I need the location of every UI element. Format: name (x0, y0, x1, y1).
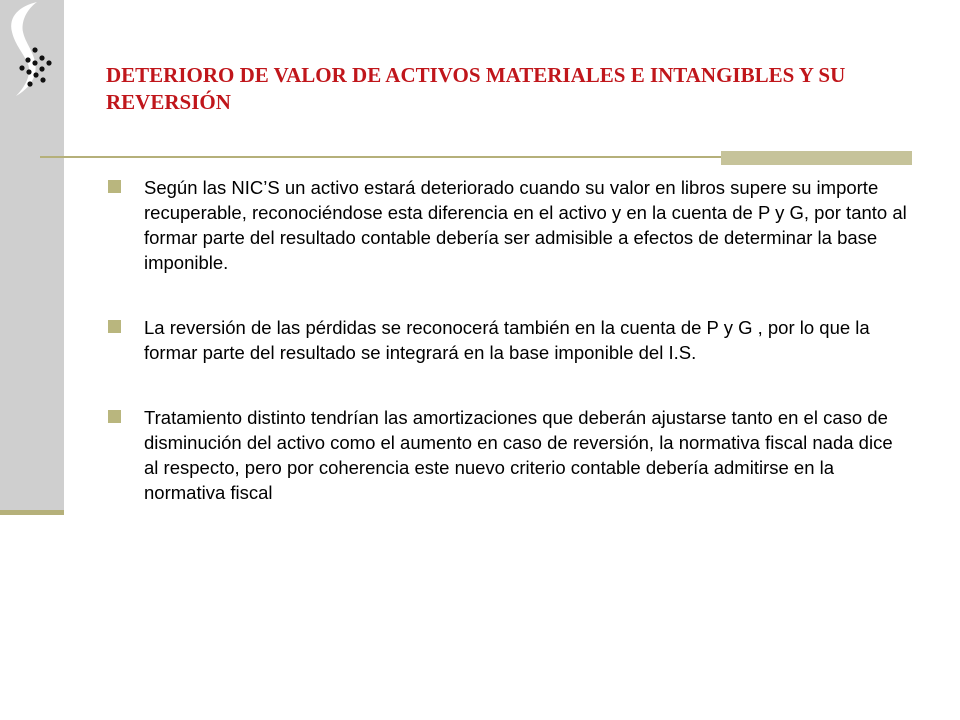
square-bullet-icon (108, 180, 121, 193)
bullet-text: La reversión de las pérdidas se reconocerá también en la cuenta de P y G , por lo que la formar parte del resultado se integrará en la base imponible del I.S. (144, 317, 870, 363)
bullet-text: Tratamiento distinto tendrían las amortizaciones que deberán ajustarse tanto en el caso de disminución del activo como el aumento en caso de reversión, la normativa fiscal nada dice al respecto, pero por coherencia este nuevo criterio contable debería admitirse en la normativa fiscal (144, 407, 893, 503)
left-bar-base-line (0, 510, 64, 515)
bullet-item (108, 175, 908, 275)
bullet-text: Según las NIC’S un activo estará deteriorado cuando su valor en libros supere su importe recuperable, reconociéndose esta diferencia en el activo y en la cuenta de P y G, por tanto al formar parte del resultado contable debería ser admisible a efectos de determinar la base imponible. (144, 177, 907, 273)
bullet-list (108, 175, 908, 505)
bullet-item (108, 405, 908, 505)
square-bullet-icon (108, 320, 121, 333)
stylized-s-dotted-logo-icon (0, 0, 64, 100)
square-bullet-icon (108, 410, 121, 423)
title-divider-accent (721, 151, 912, 165)
bullet-item (108, 315, 908, 365)
slide-title: DETERIORO DE VALOR DE ACTIVOS MATERIALES E INTANGIBLES Y SU REVERSIÓN (106, 63, 846, 114)
